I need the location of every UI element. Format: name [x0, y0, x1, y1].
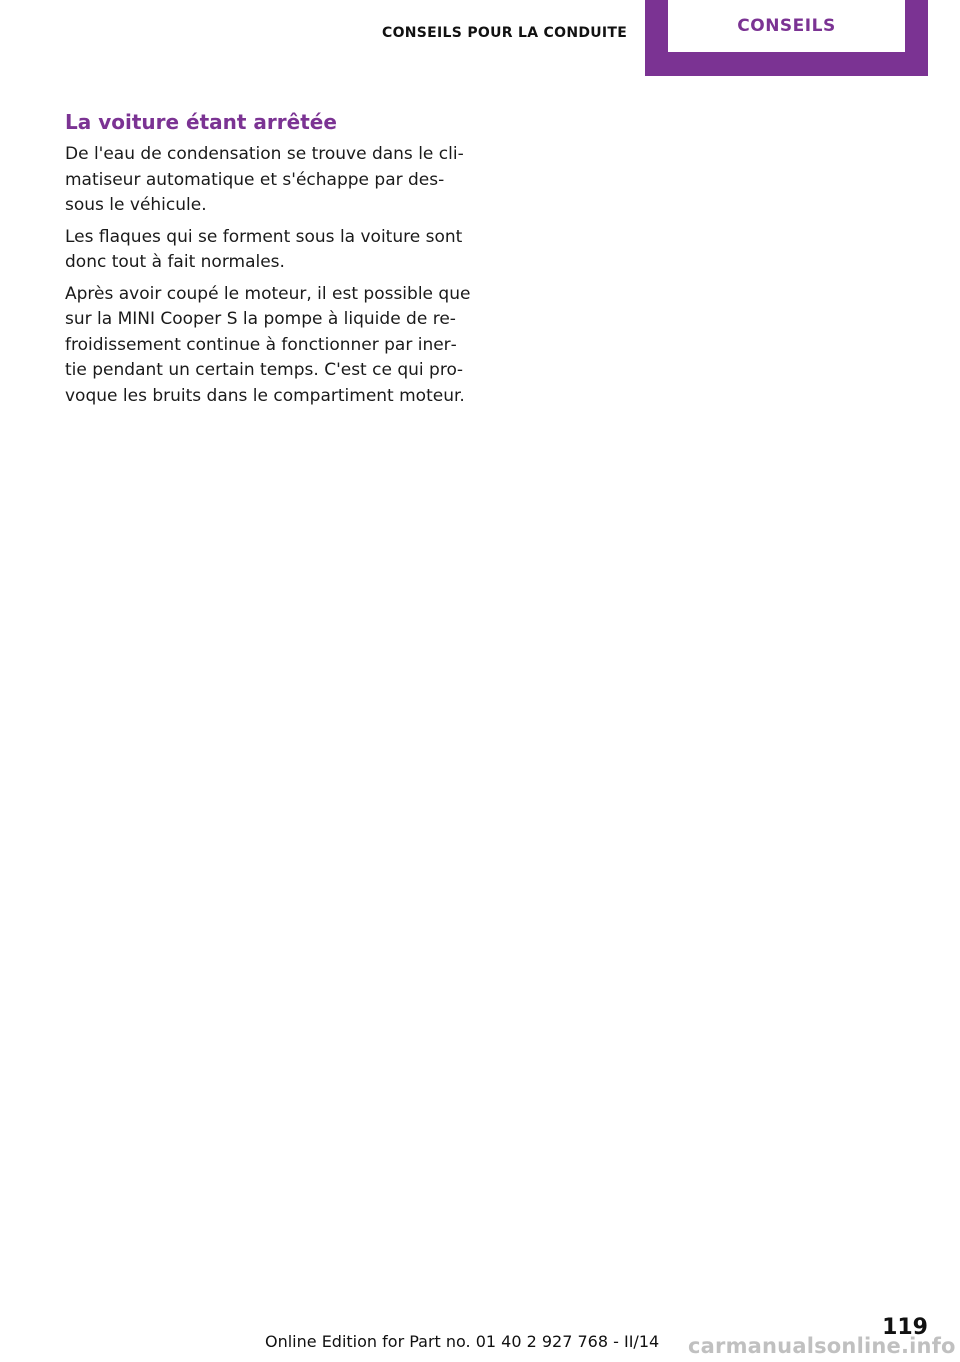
main-content	[65, 110, 485, 415]
chapter-tab	[645, 0, 928, 76]
footer-edition: Online Edition for Part no. 01 40 2 927 768 - II/14	[265, 1332, 660, 1351]
section-title: CONSEILS POUR LA CONDUITE	[382, 25, 628, 41]
page-number: 119	[882, 1315, 928, 1340]
running-header-section	[382, 25, 627, 41]
chapter-tab-label: CONSEILS	[737, 16, 836, 36]
paragraph-3: Après avoir coupé le moteur, il est possible que sur la MINI Cooper S la pompe à liquide de re‐ froidissement continue à fonctionner par iner‐ tie pendant un certain temps. C'est ce qui pro‐ voque les bruits dans le compartiment moteur.	[65, 283, 471, 406]
paragraph-1: De l'eau de condensation se trouve dans le cli‐ matiseur automatique et s'échappe par des‐ sous le véhicule.	[65, 144, 464, 215]
section-heading: La voiture étant arrêtée	[65, 110, 337, 134]
chapter-tab-label-box	[668, 0, 905, 52]
paragraph-2: Les flaques qui se forment sous la voiture sont donc tout à fait normales.	[65, 226, 463, 272]
watermark: carmanualsonline.info	[688, 1334, 956, 1358]
